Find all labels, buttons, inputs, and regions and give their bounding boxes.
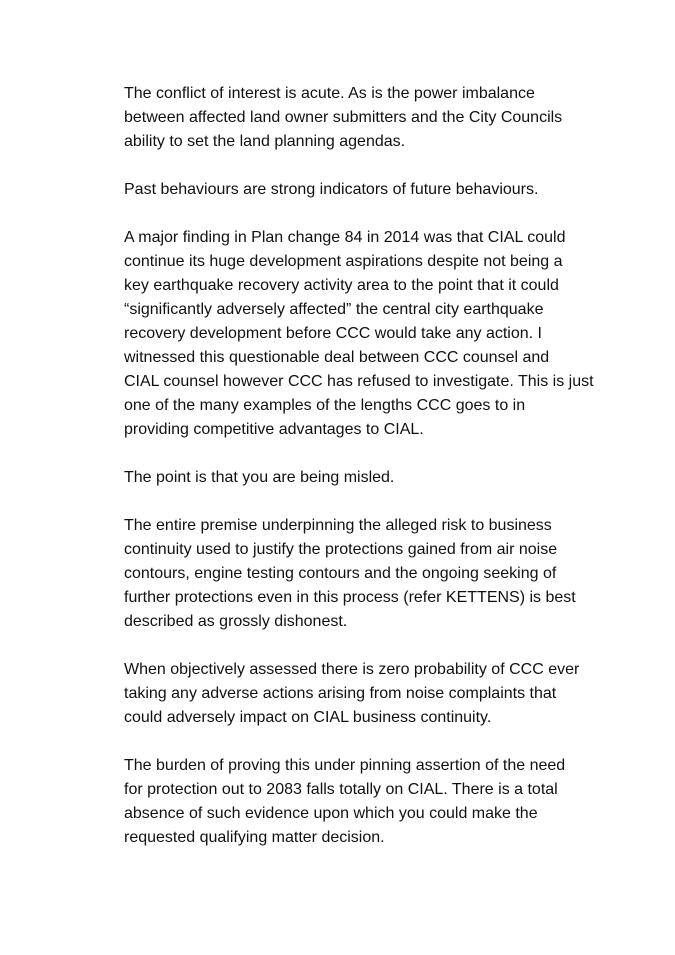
paragraph-conflict-of-interest: The conflict of interest is acute. As is the power imbalance between affected land owner submitters and the City Councils ability to set the land planning agendas. xyxy=(124,85,563,150)
paragraph-business-continuity-premise: The entire premise underpinning the alleged risk to business continuity used to justify the protections gained from air noise contours, engine testing contours and the ongoing seeking of further protections even in this process (refer KETTENS) is best described as grossly dishonest. xyxy=(124,517,576,630)
paragraph-past-behaviours: Past behaviours are strong indicators of future behaviours. xyxy=(124,181,539,198)
paragraph-objective-assessment: When objectively assessed there is zero probability of CCC ever taking any adverse actions arising from noise complaints that could adversely impact on CIAL business continuity. xyxy=(124,661,580,726)
paragraph-burden-of-proof: The burden of proving this under pinning assertion of the need for protection out to 2083 falls totally on CIAL. There is a total absence of such evidence upon which you could make the requested qualifying matter decision. xyxy=(124,757,566,846)
paragraph-being-misled: The point is that you are being misled. xyxy=(124,469,395,486)
document-body xyxy=(124,82,604,874)
paragraph-plan-change-84: A major finding in Plan change 84 in 2014 was that CIAL could continue its huge development aspirations despite not being a key earthquake recovery activity area to the point that it could “significantly adversely affected” the central city earthquake recovery development before CCC would take any action. I witnessed this questionable deal between CCC counsel and CIAL counsel however CCC has refused to investigate. This is just one of the many examples of the lengths CCC goes to in providing competitive advantages to CIAL. xyxy=(124,229,594,438)
